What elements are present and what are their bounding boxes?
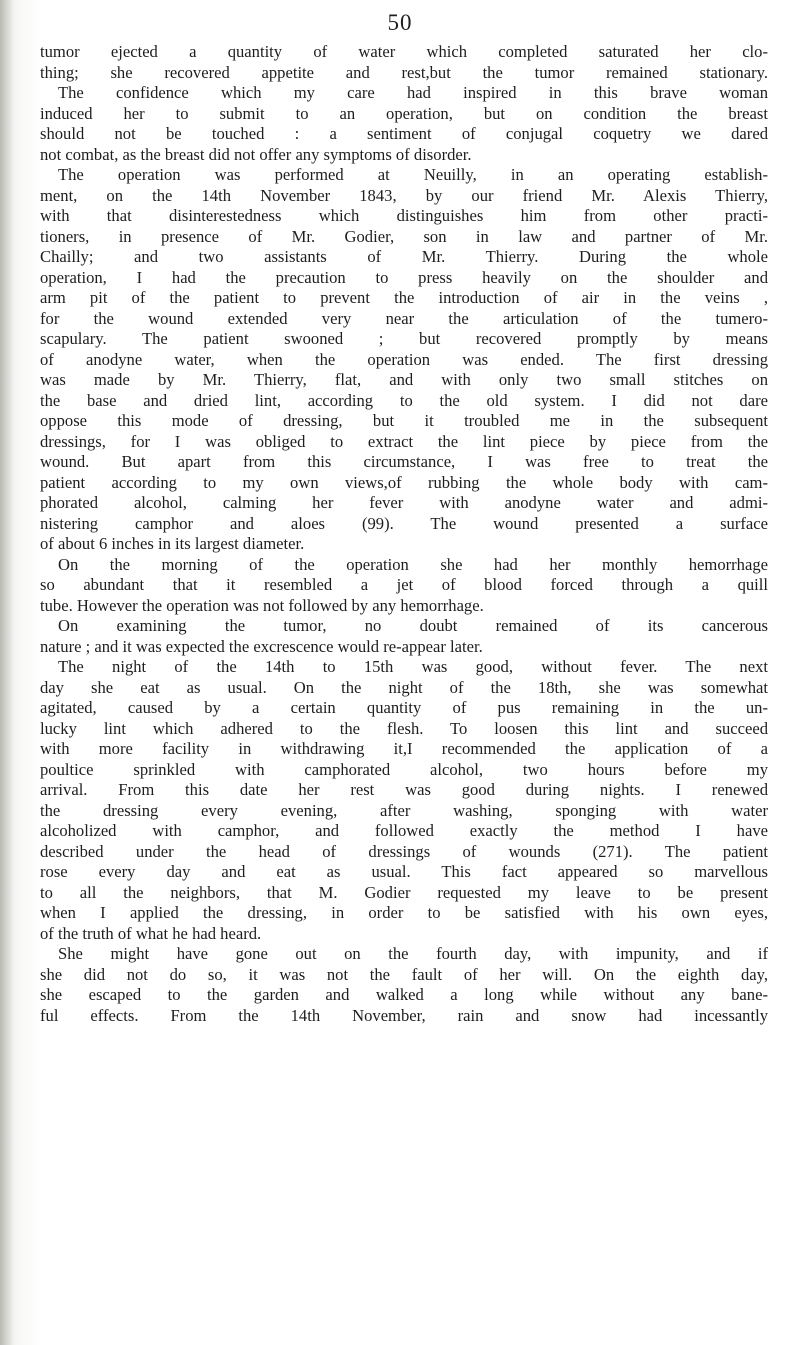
text-line: operation, I had the precaution to press heavily on the shoulder and	[40, 267, 768, 287]
text-line: the base and dried lint, according to the old system. I did not dare	[40, 390, 768, 410]
text-line: poultice sprinkled with camphorated alcohol, two hours before my	[40, 759, 768, 779]
text-line: was made by Mr. Thierry, flat, and with only two small stitches on	[40, 370, 768, 389]
text-line: ment, on the 14th November 1843, by our friend Mr. Alexis Thierry,	[40, 185, 768, 205]
text-line: The confidence which my care had inspired in this brave woman	[58, 83, 768, 102]
text-line: Chailly; and two assistants of Mr. Thierry. During the whole	[40, 247, 768, 266]
text-line: alcoholized with camphor, and followed exactly the method I have	[40, 821, 768, 840]
text-line: agitated, caused by a certain quantity of pus remaining in the un-	[40, 698, 768, 717]
text-line: the dressing every evening, after washing, sponging with water	[40, 800, 768, 820]
binding-gutter	[0, 0, 14, 1345]
text-line: she escaped to the garden and walked a long while without any bane-	[40, 985, 768, 1004]
text-line: ful effects. From the 14th November, rain and snow had incessantly	[40, 1005, 768, 1025]
text-line: arrival. From this date her rest was good during nights. I renewed	[40, 780, 768, 799]
text-line: tube. However the operation was not followed by any hemorrhage.	[40, 595, 484, 615]
text-line: thing; she recovered appetite and rest,but the tumor remained stationary.	[40, 62, 768, 82]
text-line: of about 6 inches in its largest diameter.	[40, 534, 305, 553]
text-line: day she eat as usual. On the night of the 18th, she was somewhat	[40, 677, 768, 697]
text-line: not combat, as the breast did not offer any symptoms of disorder.	[40, 144, 472, 164]
text-line: with more facility in withdrawing it,I recommended the application of a	[40, 739, 768, 758]
text-line: so abundant that it resembled a jet of blood forced through a quill	[40, 575, 768, 594]
text-line: She might have gone out on the fourth day, with impunity, and if	[58, 944, 768, 963]
text-line: nature ; and it was expected the excrescence would re-appear later.	[40, 636, 483, 656]
text-line: tioners, in presence of Mr. Godier, son in law and partner of Mr.	[40, 226, 768, 246]
page-number: 50	[387, 10, 413, 35]
text-line: to all the neighbors, that M. Godier requested my leave to be present	[40, 882, 768, 902]
text-line: with that disinterestedness which distinguishes him from other practi-	[40, 206, 768, 225]
text-line: oppose this mode of dressing, but it troubled me in the subsequent	[40, 411, 768, 430]
text-line: rose every day and eat as usual. This fact appeared so marvellous	[40, 862, 768, 881]
text-line: of anodyne water, when the operation was ended. The first dressing	[40, 349, 768, 369]
text-line: On examining the tumor, no doubt remained of its cancerous	[58, 616, 768, 635]
text-line: tumor ejected a quantity of water which completed saturated her clo-	[40, 42, 768, 61]
text-line: nistering camphor and aloes (99). The wound presented a surface	[40, 513, 768, 533]
text-line: lucky lint which adhered to the flesh. To loosen this lint and succeed	[40, 718, 768, 738]
text-line: wound. But apart from this circumstance, I was free to treat the	[40, 452, 768, 471]
text-line: when I applied the dressing, in order to be satisfied with his own eyes,	[40, 903, 768, 922]
text-line: dressings, for I was obliged to extract the lint piece by piece from the	[40, 431, 768, 451]
text-line: arm pit of the patient to prevent the introduction of air in the veins ,	[40, 288, 768, 307]
text-line: The operation was performed at Neuilly, in an operating establish-	[58, 165, 768, 184]
text-line: should not be touched : a sentiment of conjugal coquetry we dared	[40, 124, 768, 143]
text-line: The night of the 14th to 15th was good, without fever. The next	[58, 657, 768, 676]
text-line: scapulary. The patient swooned ; but recovered promptly by means	[40, 329, 768, 348]
text-line: she did not do so, it was not the fault of her will. On the eighth day,	[40, 964, 768, 984]
text-line: patient according to my own views,of rubbing the whole body with cam-	[40, 472, 768, 492]
text-line: described under the head of dressings of wounds (271). The patient	[40, 841, 768, 861]
text-line: for the wound extended very near the articulation of the tumero-	[40, 308, 768, 328]
text-line: phorated alcohol, calming her fever with anodyne water and admi-	[40, 493, 768, 512]
text-line: induced her to submit to an operation, but on condition the breast	[40, 103, 768, 123]
text-line: of the truth of what he had heard.	[40, 923, 262, 943]
text-line: On the morning of the operation she had her monthly hemorrhage	[58, 554, 768, 574]
body-text	[40, 42, 768, 1026]
